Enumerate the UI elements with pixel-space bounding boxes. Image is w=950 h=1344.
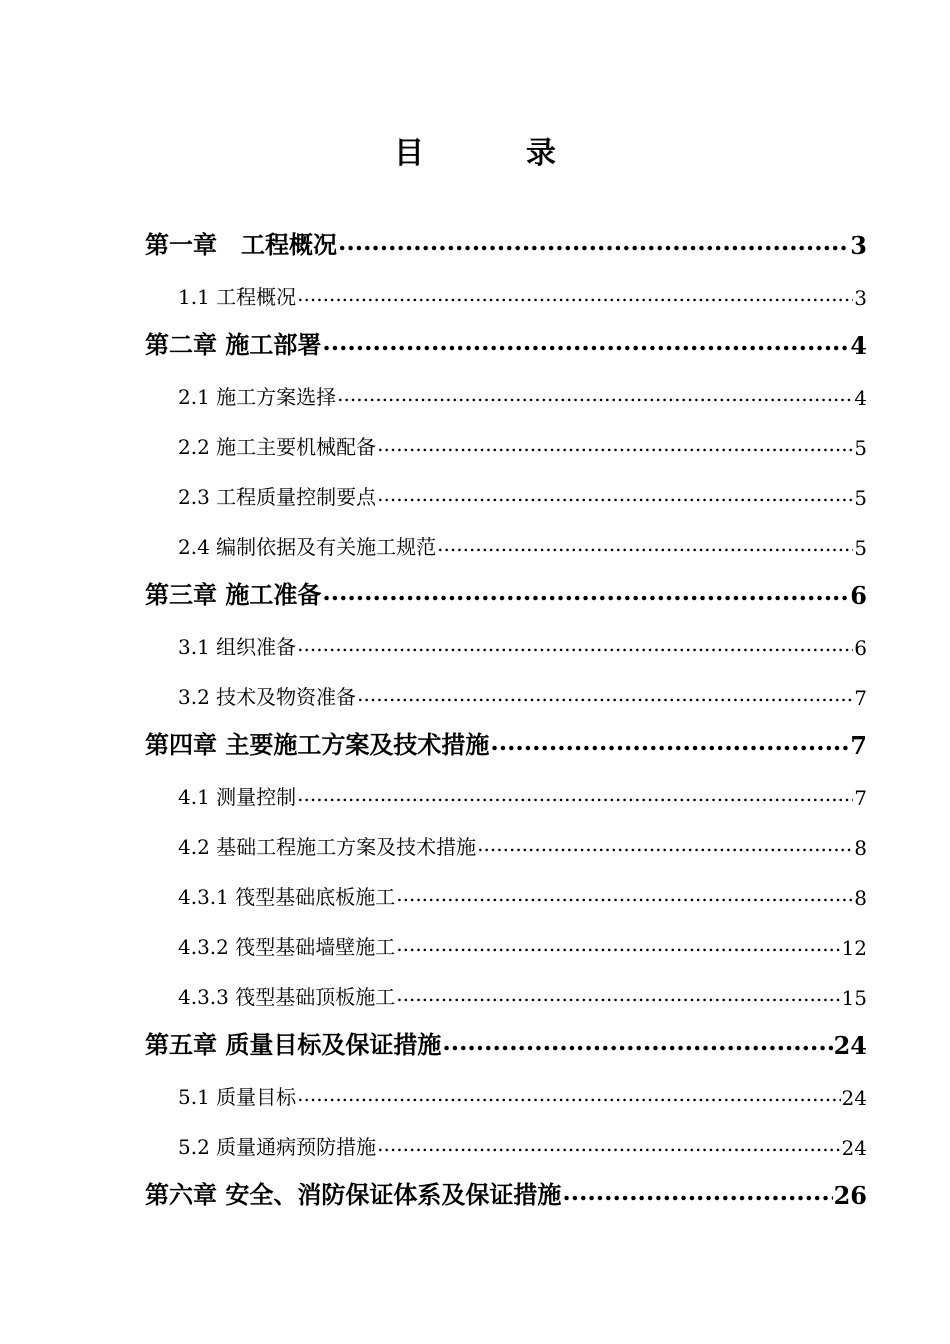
toc-page-number: 12 [841,936,867,960]
toc-dot-leader [297,784,853,810]
toc-entry-title: 2.4 编制依据及有关施工规范 [178,535,437,559]
toc-dot-leader [490,729,849,760]
toc-page-number: 5 [854,436,867,460]
toc-dot-leader [322,329,849,360]
toc-page-number: 26 [833,1181,867,1210]
toc-chapter-entry[interactable] [145,574,867,610]
toc-page-number: 15 [841,986,867,1010]
toc-entry-title: 5.2 质量通病预防措施 [178,1135,377,1159]
toc-entry-title: 第四章 主要施工方案及技术措施 [145,730,490,759]
toc-page-number: 3 [850,231,867,260]
toc-dot-leader [377,1134,840,1160]
toc-page-number: 8 [854,886,867,910]
toc-section-entry[interactable] [178,674,867,710]
toc-entry-title: 3.2 技术及物资准备 [178,685,357,709]
toc-section-entry[interactable] [178,474,867,510]
toc-title: 目 录 [394,136,592,171]
toc-dot-leader [297,634,853,660]
toc-chapter-entry[interactable] [145,724,867,760]
toc-page-number: 6 [854,636,867,660]
toc-page-number: 4 [854,386,867,410]
toc-page-number: 5 [854,536,867,560]
toc-section-entry[interactable] [178,374,867,410]
toc-page-number: 24 [841,1136,867,1160]
toc-section-entry[interactable] [178,824,867,860]
toc-page-number: 4 [850,331,867,360]
toc-section-entry[interactable] [178,924,867,960]
toc-chapter-entry[interactable] [145,1024,867,1060]
toc-section-entry[interactable] [178,524,867,560]
toc-section-entry[interactable] [178,424,867,460]
toc-chapter-entry[interactable] [145,1174,867,1210]
toc-entry-title: 第五章 质量目标及保证措施 [145,1030,442,1059]
toc-dot-leader [477,834,853,860]
toc-section-entry[interactable] [178,1124,867,1160]
toc-dot-leader [396,884,853,910]
toc-entry-title: 2.2 施工主要机械配备 [178,435,377,459]
toc-entry-title: 3.1 组织准备 [178,635,297,659]
toc-dot-leader [297,1084,840,1110]
toc-dot-leader [337,384,853,410]
toc-entry-title: 第二章 施工部署 [145,330,322,359]
toc-entry-title: 4.2 基础工程施工方案及技术措施 [178,835,477,859]
toc-section-entry[interactable] [178,1074,867,1110]
toc-entry-title: 1.1 工程概况 [178,285,297,309]
toc-page-number: 24 [833,1031,867,1060]
toc-entry-title: 4.3.1 筏型基础底板施工 [178,885,396,909]
toc-dot-leader [297,284,853,310]
toc-page-number: 3 [854,286,867,310]
toc-entry-title: 4.3.3 筏型基础顶板施工 [178,985,396,1009]
toc-section-entry[interactable] [178,874,867,910]
toc-dot-leader [338,229,849,260]
toc-dot-leader [396,984,840,1010]
toc-chapter-entry[interactable] [145,324,867,360]
toc-entry-title: 第六章 安全、消防保证体系及保证措施 [145,1180,562,1209]
toc-entry-title: 4.3.2 筏型基础墙壁施工 [178,935,396,959]
toc-entry-title: 第一章 工程概况 [145,230,337,259]
toc-page-number: 7 [854,686,867,710]
toc-page-number: 5 [854,486,867,510]
toc-entry-title: 4.1 测量控制 [178,785,297,809]
toc-dot-leader [562,1179,832,1210]
toc-section-entry[interactable] [178,274,867,310]
toc-page-number: 7 [850,731,867,760]
toc-dot-leader [357,684,853,710]
toc-section-entry[interactable] [178,624,867,660]
toc-page-number: 24 [841,1086,867,1110]
toc-dot-leader [437,534,853,560]
toc-page-number: 6 [850,581,867,610]
toc-entry-title: 第三章 施工准备 [145,580,322,609]
toc-entry-title: 2.1 施工方案选择 [178,385,337,409]
toc-entry-title: 2.3 工程质量控制要点 [178,485,377,509]
toc-chapter-entry[interactable] [145,224,867,260]
toc-page-number: 8 [854,836,867,860]
toc-entry-title: 5.1 质量目标 [178,1085,297,1109]
toc-page-number: 7 [854,786,867,810]
toc-dot-leader [442,1029,832,1060]
toc-dot-leader [377,434,853,460]
toc-section-entry[interactable] [178,774,867,810]
toc-section-entry[interactable] [178,974,867,1010]
toc-dot-leader [322,579,849,610]
toc-dot-leader [377,484,853,510]
toc-dot-leader [396,934,840,960]
